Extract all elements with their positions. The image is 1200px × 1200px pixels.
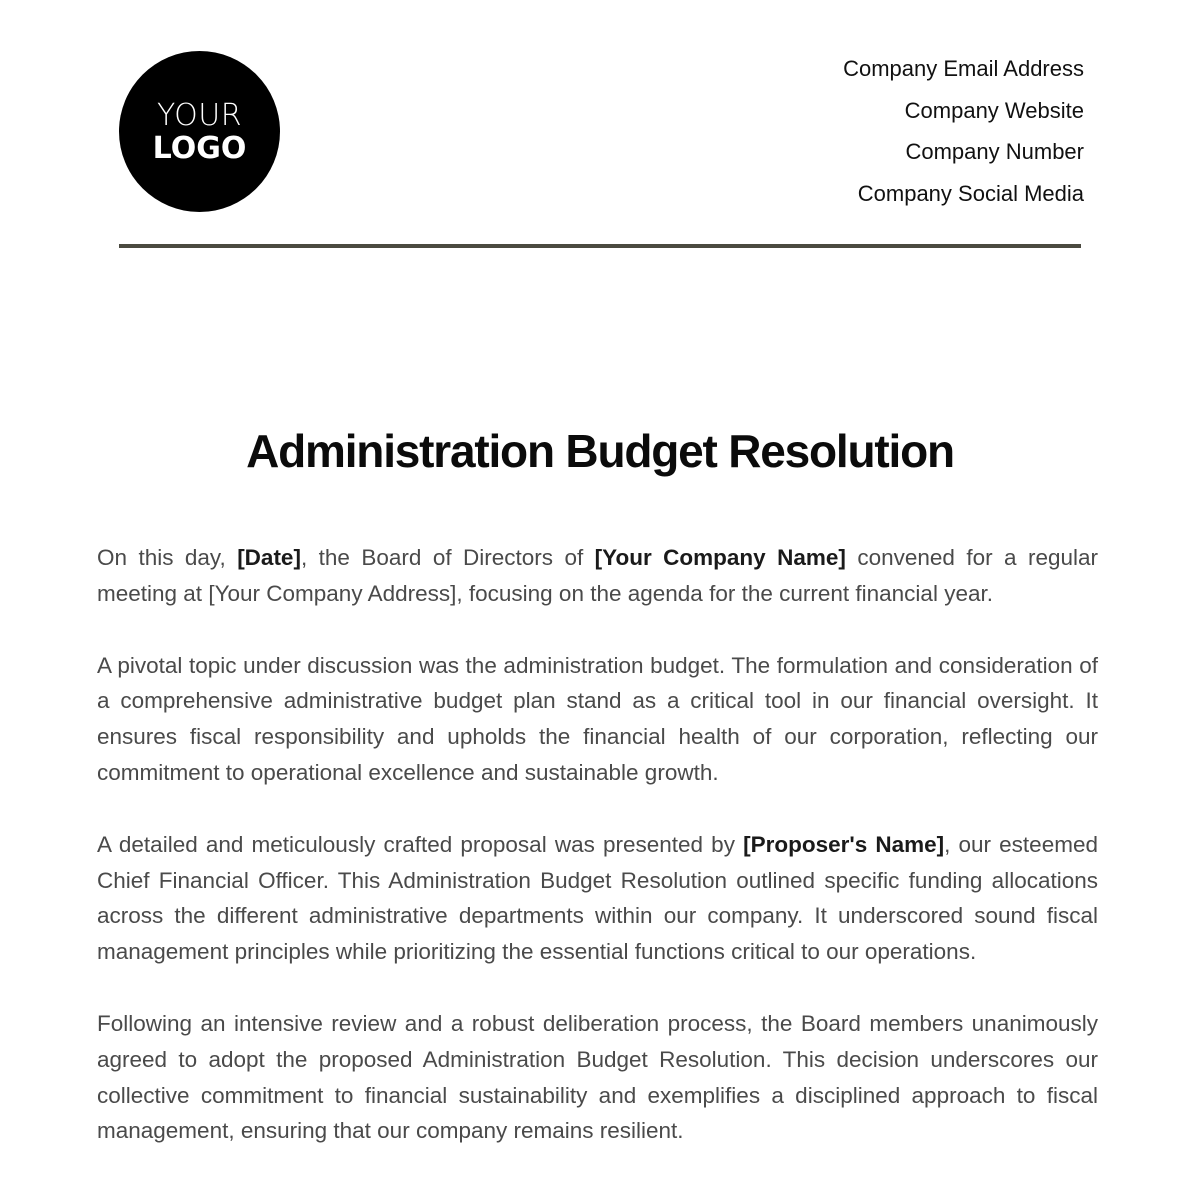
logo-line-logo: LOGO [152, 131, 247, 166]
paragraph-proposal [97, 827, 1098, 970]
text-span: A detailed and meticulously crafted proposal was presented by [97, 831, 744, 857]
text-span: convened for a regular meeting at [Your Company Address], focusing on the agenda for the current financial year. [97, 545, 1099, 606]
header-divider [119, 244, 1081, 248]
paragraph-budget-topic: A pivotal topic under discussion was the administration budget. The formulation and consideration of a comprehensive administrative budget plan stand as a critical tool in our financial oversight. It ensures fiscal responsibility and upholds the financial health of our corporation, reflecting our commitment to operational excellence and sustainable growth. [97, 652, 1098, 785]
company-social-media: Company Social Media [857, 180, 1084, 206]
paragraph-meeting-intro [97, 540, 1098, 612]
document-title: Administration Budget Resolution [246, 425, 954, 477]
logo-line-your: YOUR [156, 98, 243, 133]
text-span: , our esteemed Chief Financial Officer. This Administration Budget Resolution outlined specific funding allocations across the different administrative departments within our company. It underscored sound fiscal management principles while prioritizing the essential functions critical to our operations. [97, 831, 1098, 965]
company-name-placeholder: [Your Company Name] [594, 545, 846, 570]
company-website: Company Website [904, 97, 1084, 123]
date-placeholder: [Date] [237, 545, 301, 570]
company-email: Company Email Address [843, 56, 1084, 81]
text-span: , the Board of Directors of [300, 545, 595, 570]
document-body [97, 540, 1098, 1185]
company-logo [119, 51, 280, 212]
paragraph-adoption: Following an intensive review and a robust deliberation process, the Board members unanimously agreed to adopt the proposed Administration Budget Resolution. This decision underscores our collective commitment to financial sustainability and exemplifies a disciplined approach to fiscal management, ensuring that our company remains resilient. [97, 1010, 1098, 1144]
text-span: On this day, [97, 545, 238, 570]
company-number: Company Number [905, 139, 1084, 164]
company-contact-block [843, 54, 1084, 220]
proposer-name-placeholder: [Proposer's Name] [743, 831, 945, 857]
